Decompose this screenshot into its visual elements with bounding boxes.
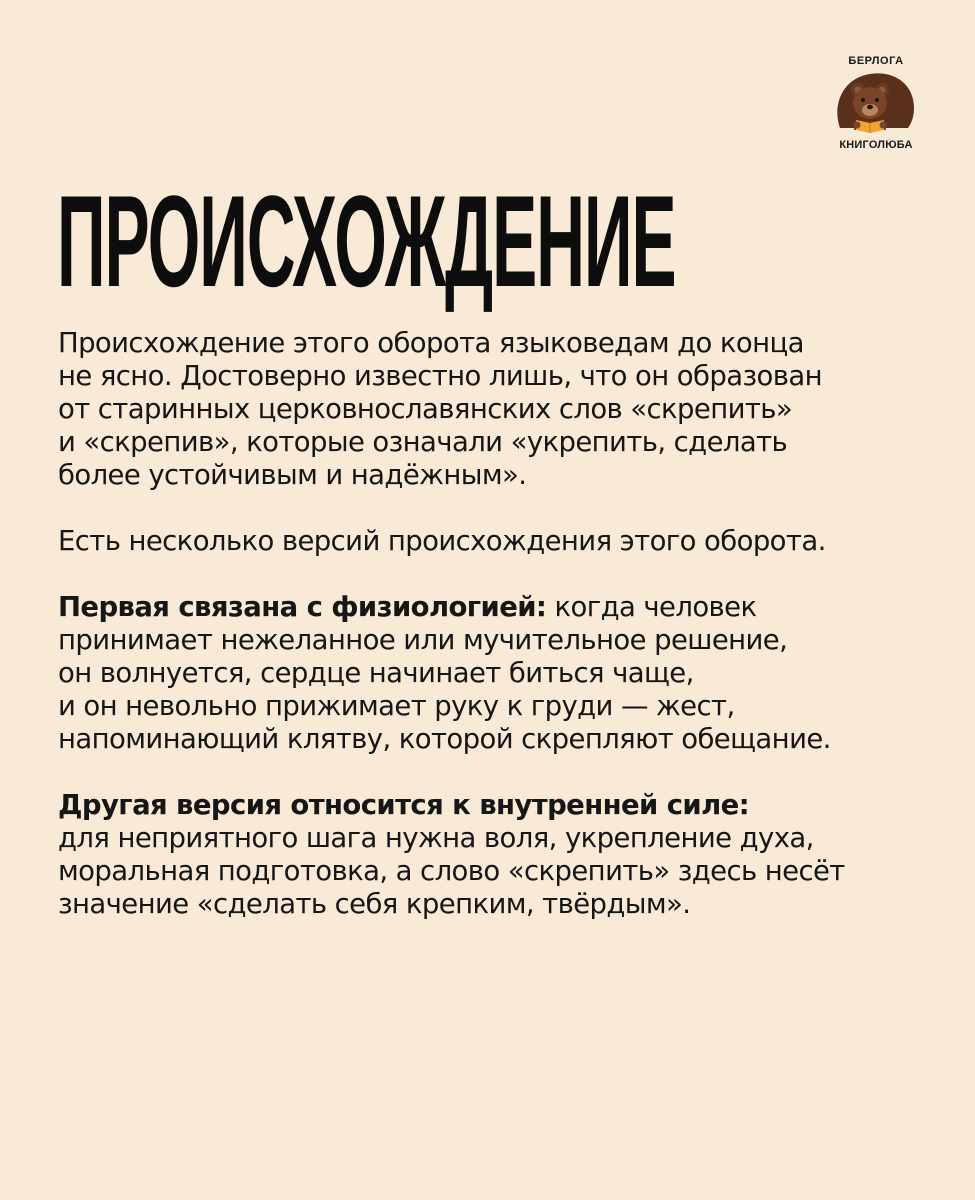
text-line: он волнуется, сердце начинает биться чаще, xyxy=(58,657,694,689)
paragraph-lead: Первая связана с физиологией: xyxy=(58,591,547,623)
article-body xyxy=(58,327,958,954)
text-line: и он невольно прижимает руку к груди — жест, xyxy=(58,690,735,722)
text-line: не ясно. Достоверно известно лишь, что он образован xyxy=(58,360,822,392)
page-title: ПРОИСХОЖДЕНИЕ xyxy=(57,168,676,314)
text-line: напоминающий клятву, которой скрепляют обещание. xyxy=(58,723,831,755)
logo-bottom-text: КНИГОЛЮБА xyxy=(839,139,913,151)
paragraph-lead: Другая версия относится к внутренней силе: xyxy=(58,789,750,821)
text-line xyxy=(58,591,958,624)
text-line: Есть несколько версий происхождения этого оборота. xyxy=(58,525,826,557)
brand-logo xyxy=(816,50,936,156)
text-line: значение «сделать себя крепким, твёрдым». xyxy=(58,888,691,920)
text-line: и «скрепив», которые означали «укрепить, сделать xyxy=(58,426,788,458)
text-line: принимает нежеланное или мучительное решение, xyxy=(58,624,788,656)
lead-continuation: когда человек xyxy=(546,591,757,623)
paragraph-intro xyxy=(58,327,958,492)
logo-top-text: БЕРЛОГА xyxy=(848,55,904,67)
text-line: от старинных церковнославянских слов «скрепить» xyxy=(58,393,793,425)
text-line: Происхождение этого оборота языковедам до конца xyxy=(58,327,804,359)
paragraph-version-inner-strength xyxy=(58,789,958,921)
text-line: моральная подготовка, а слово «скрепить» здесь несёт xyxy=(58,855,845,887)
paragraph-versions xyxy=(58,525,958,558)
bear-reading-book-icon xyxy=(816,50,936,156)
text-line: более устойчивым и надёжным». xyxy=(58,459,527,491)
paragraph-version-physiology xyxy=(58,591,958,756)
text-line: для неприятного шага нужна воля, укрепление духа, xyxy=(58,822,814,854)
